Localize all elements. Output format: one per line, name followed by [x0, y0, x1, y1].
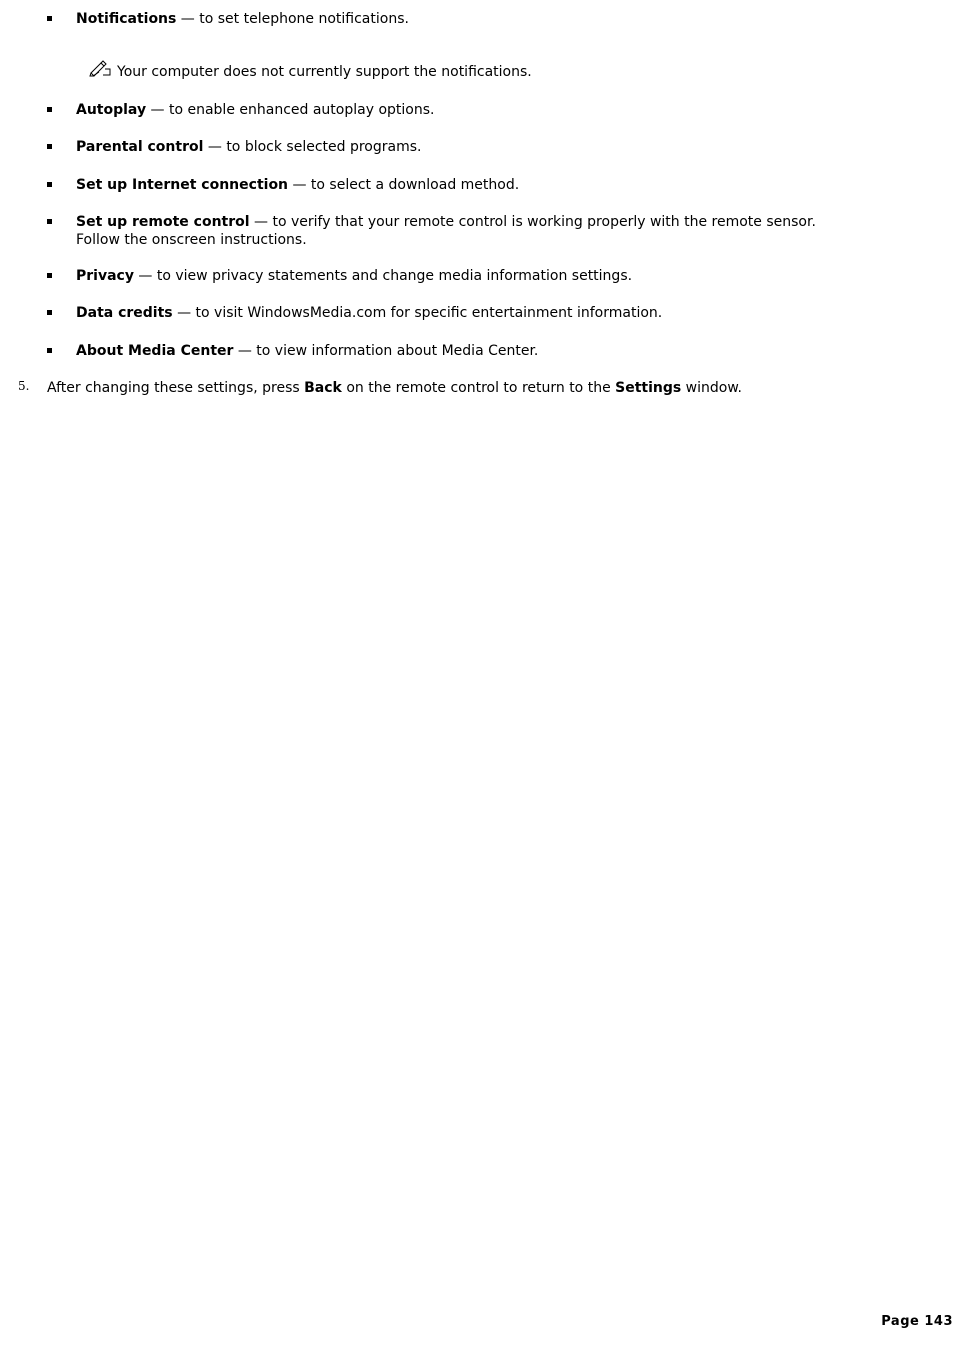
square-bullet-icon — [47, 273, 52, 278]
list-item-term: Autoplay — [76, 102, 147, 118]
list-item-desc: — to block selected programs. — [203, 139, 422, 155]
square-bullet-icon — [47, 219, 52, 224]
list-item-desc-continued: Follow the onscreen instructions. — [76, 232, 307, 248]
list-item-desc: — to verify that your remote control is working properly with the remote sensor. — [249, 214, 816, 230]
square-bullet-icon — [47, 348, 52, 353]
list-item-desc: — to visit WindowsMedia.com for specific entertainment information. — [172, 305, 663, 321]
list-item-text — [76, 101, 886, 119]
note-pen-icon — [89, 59, 113, 77]
list-item-text — [76, 138, 886, 156]
note-text: Your computer does not currently support the notifications. — [117, 64, 532, 80]
settings-keyword: Settings — [615, 380, 682, 396]
list-item-text — [76, 304, 886, 322]
list-item-term: Set up Internet connection — [76, 177, 289, 193]
list-item-desc: — to set telephone notifications. — [176, 11, 409, 27]
square-bullet-icon — [47, 182, 52, 187]
step-number: 5. — [18, 379, 30, 393]
list-item-desc: — to enable enhanced autoplay options. — [146, 102, 435, 118]
square-bullet-icon — [47, 144, 52, 149]
list-item-term: Privacy — [76, 268, 134, 284]
step-text — [47, 379, 742, 397]
square-bullet-icon — [47, 310, 52, 315]
page-number: Page 143 — [881, 1314, 953, 1329]
list-item-term: Notifications — [76, 11, 177, 27]
list-item-text — [76, 342, 886, 360]
list-item-term: Set up remote control — [76, 214, 250, 230]
list-item-term: About Media Center — [76, 343, 234, 359]
list-item-term: Parental control — [76, 139, 204, 155]
list-item-text — [76, 176, 886, 194]
back-keyword: Back — [304, 380, 342, 396]
square-bullet-icon — [47, 16, 52, 21]
list-item-desc: — to select a download method. — [288, 177, 520, 193]
list-item-text — [76, 213, 886, 249]
list-item-desc: — to view information about Media Center. — [233, 343, 539, 359]
list-item-text — [76, 10, 886, 28]
list-item-term: Data credits — [76, 305, 173, 321]
list-item-desc: — to view privacy statements and change media information settings. — [133, 268, 633, 284]
step-text-part: After changing these settings, press — [47, 380, 305, 396]
square-bullet-icon — [47, 107, 52, 112]
list-item-text — [76, 267, 886, 285]
step-text-part: on the remote control to return to the — [341, 380, 616, 396]
step-text-part: window. — [681, 380, 742, 396]
